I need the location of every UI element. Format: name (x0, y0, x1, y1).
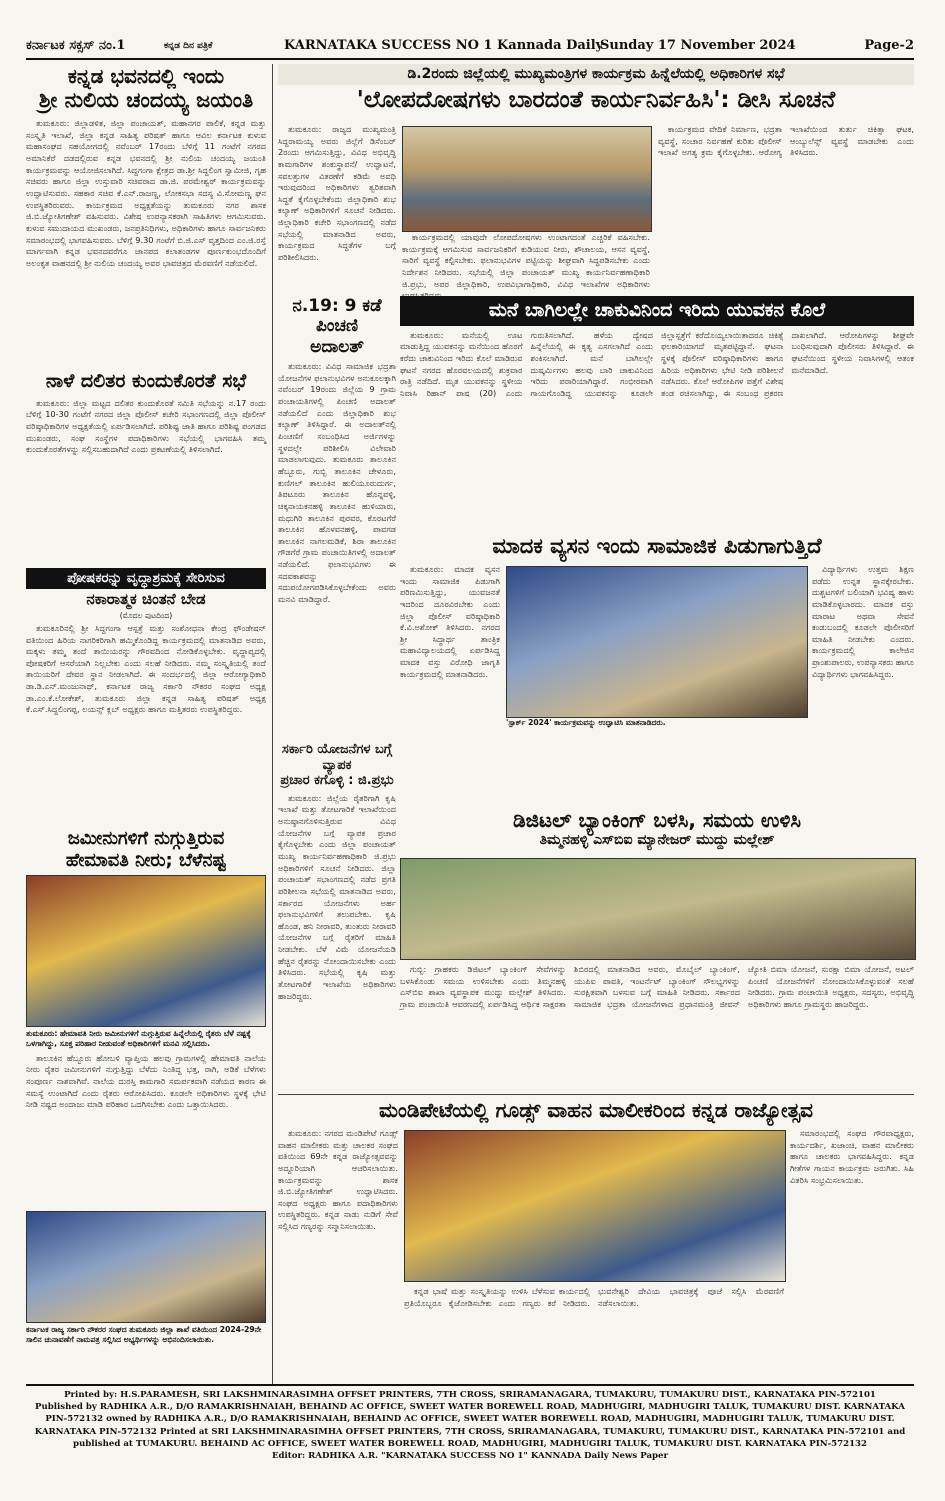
headline: ನ.19: 9 ಕಡೆ (292, 296, 382, 316)
headline: ಪೋಷಕರನ್ನು ವೃದ್ಧಾಶ್ರಮಕ್ಕೆ ಸೇರಿಸುವ (26, 568, 266, 589)
issue-date: Sunday 17 November 2024 (600, 38, 796, 53)
headline: ಅದಾಲತ್ (310, 336, 364, 357)
page-number: Page-2 (864, 38, 914, 53)
imprint-line: Printed by: H.S.PARAMESH, SRI LAKSHMINARASIMHA OFFSET PRINTERS, 7TH CROSS, SRIRAMANAGARA, TUMAKURU, TUMAKURU DIST., KARNATAKA PIN-572101 (64, 1390, 876, 1400)
article-yojane (278, 742, 396, 1092)
article-body: ತುಮಕೂರಿನಲ್ಲಿ ಶ್ರೀ ಸಿದ್ದಗಂಗಾ ಆಸ್ಪತ್ರೆ ಮತ್ತು ಸಂಶೋಧನಾ ಕೇಂದ್ರ ಫೌಂಡೇಷನ್ ವತಿಯಿಂದ ಹಿರಿಯ ನಾಗರಿಕರಿಗಾಗಿ ಹಮ್ಮಿಕೊಂಡಿದ್ದ ಕಾರ್ಯಕ್ರಮದಲ್ಲಿ ಮಾತನಾಡಿದ ಅವರು, ಮಕ್ಕಳು ತಮ್ಮ ತಂದೆ ತಾಯಿಯರನ್ನು ಗೌರವದಿಂದ ನೋಡಿಕೊಳ್ಳಬೇಕು. ವೃದ್ಧಾಪ್ಯದಲ್ಲಿ ಪೋಷಕರಿಗೆ ಆಸರೆಯಾಗಿ ನಿಲ್ಲಬೇಕು ಎಂದು ಸಲಹೆ ನೀಡಿದರು. ನಮ್ಮ ಸಂಸ್ಕೃತಿಯಲ್ಲಿ ತಂದೆ ತಾಯಿಯರಿಗೆ ದೇವರ ಸ್ಥಾನ ನೀಡಲಾಗಿದೆ. ಈ ಸಂದರ್ಭದಲ್ಲಿ ಜಿಲ್ಲಾ ಆರೋಗ್ಯಾಧಿಕಾರಿ ಡಾ.ಡಿ.ಎನ್.ಮಂಜುನಾಥ್, ಕರ್ನಾಟಕ ರಾಜ್ಯ ಸರ್ಕಾರಿ ನೌಕರರ ಸಂಘದ ಅಧ್ಯಕ್ಷ ಡಾ.ಎಂ.ಕೆ.ಲೋಕೇಶ್, ತುಮಕೂರು ಜಿಲ್ಲಾ ಕನ್ನಡ ಸಾಹಿತ್ಯ ಪರಿಷತ್ ಅಧ್ಯಕ್ಷ ಕೆ.ಎಸ್.ಸಿದ್ದಲಿಂಗಪ್ಪ, ಲಯನ್ಸ್ ಕ್ಲಬ್ ಅಧ್ಯಕ್ಷರು ಹಾಗೂ ಮತ್ತಿತರರು ಉಪಸ್ಥಿತರಿದ್ದರು. (26, 622, 266, 715)
headline: ಪ್ರಚಾರ ಕಗೊಳ್ಳಿ : ಜಿ.ಪ್ರಭು (280, 773, 394, 789)
photo-caption: ಕರ್ನಾಟಕ ರಾಜ್ಯ ಸರ್ಕಾರಿ ನೌಕರರ ಸಂಘದ ತುಮಕೂರು ಜಿಲ್ಲಾ ಶಾಖೆ ವತಿಯಿಂದ 2024-29ನೇ ಸಾಲಿನ ಚುನಾವಣೆಗೆ ನಾಮಪತ್ರ ಸಲ್ಲಿಸಿದ ಅಭ್ಯರ್ಥಿಗಳನ್ನು ಅಭಿನಂದಿಸಲಾಯಿತು. (26, 1324, 262, 1344)
headline: ಪಿಂಚಣಿ (315, 316, 359, 337)
article-body: ತುಮಕೂರು: ಜಿಲ್ಲೆಯ ರೈತರಿಗಾಗಿ ಕೃಷಿ ಇಲಾಖೆ ಮತ್ತು ತೋಟಗಾರಿಕೆ ಇಲಾಖೆಯಿಂದ ಅನುಷ್ಠಾನಗೊಳಿಸುತ್ತಿರುವ ವಿವಿಧ ಯೋಜನೆಗಳ ಬಗ್ಗೆ ವ್ಯಾಪಕ ಪ್ರಚಾರ ಕೈಗೊಳ್ಳಬೇಕು ಎಂದು ಜಿಲ್ಲಾ ಪಂಚಾಯತ್ ಮುಖ್ಯ ಕಾರ್ಯನಿರ್ವಹಣಾಧಿಕಾರಿ ಜಿ.ಪ್ರಭು ಅಧಿಕಾರಿಗಳಿಗೆ ಸೂಚನೆ ನೀಡಿದರು. ಜಿಲ್ಲಾ ಪಂಚಾಯತ್ ಸಭಾಂಗಣದಲ್ಲಿ ನಡೆದ ಪ್ರಗತಿ ಪರಿಶೀಲನಾ ಸಭೆಯಲ್ಲಿ ಮಾತನಾಡಿದ ಅವರು, ಸರ್ಕಾರದ ಯೋಜನೆಗಳು ಅರ್ಹ ಫಲಾನುಭವಿಗಳಿಗೆ ತಲುಪಬೇಕು. ಕೃಷಿ ಹೊಂಡ, ಹನಿ ನೀರಾವರಿ, ತುಂತುರು ನೀರಾವರಿ ಯೋಜನೆಗಳ ಬಗ್ಗೆ ರೈತರಿಗೆ ಮಾಹಿತಿ ನೀಡಬೇಕು. ಬೆಳೆ ವಿಮೆ ಯೋಜನೆಯಡಿ ಹೆಚ್ಚಿನ ರೈತರನ್ನು ನೋಂದಾಯಿಸಬೇಕು ಎಂದು ತಿಳಿಸಿದರು. ಸಭೆಯಲ್ಲಿ ಕೃಷಿ ಮತ್ತು ತೋಟಗಾರಿಕೆ ಇಲಾಖೆಯ ಅಧಿಕಾರಿಗಳು ಹಾಜರಿದ್ದರು. (278, 792, 396, 1001)
imprint-line: Published by RADHIKA A.R., D/O RAMAKRISHNAIAH, BEHAIND AC OFFICE, SWEET WATER BOREWELL ROAD, MADHUGIRI, MADHUGIRI TALUK, TUMAKURU DIST. KARNATAKA (35, 1402, 905, 1413)
news-photo (26, 1211, 266, 1323)
article-drugs (400, 534, 914, 808)
headline: ಮನೆ ಬಾಗಿಲಲ್ಲೇ ಚಾಕುವಿನಿಂದ ಇರಿದು ಯುವಕನ ಕೊಲೆ (400, 296, 914, 326)
imprint-line: published at TUMAKURU. BEHAIND AC OFFICE, SWEET WATER BOREWELL ROAD, MADHUGIRI, MADHUGIRI TALUK, TUMAKURU DIST. KARNATAKA PIN-572132 (72, 1438, 868, 1449)
article-body: ತುಮಕೂರು: ವಿವಿಧ ಸಾಮಾಜಿಕ ಭದ್ರತಾ ಯೋಜನೆಗಳ ಫಲಾನುಭವಿಗಳ ಅನುಕೂಲಕ್ಕಾಗಿ ನವೆಂಬರ್ 19ರಂದು ಜಿಲ್ಲೆಯ 9 ಗ್ರಾಮ ಪಂಚಾಯತಿಗಳಲ್ಲಿ ಪಿಂಚಣಿ ಅದಾಲತ್ ನಡೆಯಲಿದೆ ಎಂದು ಜಿಲ್ಲಾಧಿಕಾರಿ ಶುಭ ಕಲ್ಯಾಣ್ ತಿಳಿಸಿದ್ದಾರೆ. ಈ ಅದಾಲತ್‌ನಲ್ಲಿ ಪಿಂಚಣಿಗೆ ಸಂಬಂಧಿಸಿದ ಅರ್ಜಿಗಳನ್ನು ಸ್ಥಳದಲ್ಲೇ ಪರಿಶೀಲಿಸಿ ವಿಲೇವಾರಿ ಮಾಡಲಾಗುವುದು. ತುಮಕೂರು ತಾಲೂಕಿನ ಹೆಬ್ಬೂರು, ಗುಬ್ಬಿ ತಾಲೂಕಿನ ಚೇಳೂರು, ಕುಣಿಗಲ್ ತಾಲೂಕಿನ ಹುಲಿಯೂರುದುರ್ಗ, ತಿಪಟೂರು ತಾಲೂಕಿನ ಹೊನ್ನವಳ್ಳಿ, ಚಿಕ್ಕನಾಯಕನಹಳ್ಳಿ ತಾಲೂಕಿನ ಹುಳಿಯಾರು, ಮಧುಗಿರಿ ತಾಲೂಕಿನ ಪುರವರ, ಕೊರಟಗೆರೆ ತಾಲೂಕಿನ ಹೊಳವನಹಳ್ಳಿ, ಪಾವಗಡ ತಾಲೂಕಿನ ನಾಗಲಮಡಿಕೆ, ಶಿರಾ ತಾಲೂಕಿನ ಗೌಡಗೆರೆ ಗ್ರಾಮ ಪಂಚಾಯಿತಿಗಳಲ್ಲಿ ಅದಾಲತ್ ನಡೆಯಲಿದೆ. ಫಲಾನುಭವಿಗಳು ಈ ಸದವಕಾಶವನ್ನು ಸದುಪಯೋಗಪಡಿಸಿಕೊಳ್ಳಬೇಕೆಂದು ಅವರು ಮನವಿ ಮಾಡಿದ್ದಾರೆ. (278, 361, 396, 604)
news-photo (26, 875, 266, 1027)
article-body: ಕನ್ನಡ ಭಾಷೆ ಮತ್ತು ಸಂಸ್ಕೃತಿಯನ್ನು ಉಳಿಸಿ ಬೆಳೆಸುವ ಕಾರ್ಯದಲ್ಲಿ ಪ್ರತಿಯೊಬ್ಬರೂ ಕೈಜೋಡಿಸಬೇಕು ಎಂದು ಗಣ್ಯರು ಕರೆ ನೀಡಿದರು. ಭುವನೇಶ್ವರಿ ದೇವಿಯ ಭಾವಚಿತ್ರಕ್ಕೆ ಪೂಜೆ ಸಲ್ಲಿಸಿ ಮೆರವಣಿಗೆ ನಡೆಸಲಾಯಿತು. (404, 1286, 784, 1308)
headline: 'ಲೋಪದೋಷಗಳು ಬಾರದಂತೆ ಕಾರ್ಯನಿರ್ವಹಿಸಿ': ಡೀಸಿ ಸೂಚನೆ (356, 86, 836, 113)
headline: ಶ್ರೀ ನುಲಿಯ ಚಂದಯ್ಯ ಜಯಂತಿ (38, 88, 254, 112)
article-hemavati (26, 828, 266, 1384)
article-body: ತುಮಕೂರು: ಜಿಲ್ಲಾ ಮಟ್ಟದ ದಲಿತರ ಕುಂದುಕೊರತೆ ಸಮಿತಿ ಸಭೆಯನ್ನು ನ.17 ರಂದು ಬೆಳಿಗ್ಗೆ 10-30 ಗಂಟೆಗೆ ನಗರದ ಜಿಲ್ಲಾ ಪೊಲೀಸ್ ಕಚೇರಿ ಸಭಾಂಗಣದಲ್ಲಿ ಜಿಲ್ಲಾ ಪೊಲೀಸ್ ವರಿಷ್ಠಾಧಿಕಾರಿಗಳ ಅಧ್ಯಕ್ಷತೆಯಲ್ಲಿ ಏರ್ಪಡಿಸಲಾಗಿದೆ. ಪರಿಶಿಷ್ಟ ಜಾತಿ ಹಾಗೂ ಪರಿಶಿಷ್ಟ ಪಂಗಡದ ಮುಖಂಡರು, ಸಂಘ ಸಂಸ್ಥೆಗಳ ಪದಾಧಿಕಾರಿಗಳು ಸಭೆಯಲ್ಲಿ ಭಾಗವಹಿಸಿ ತಮ್ಮ ಕುಂದುಕೊರತೆಗಳನ್ನು ಸಲ್ಲಿಸಬಹುದಾಗಿದೆ ಎಂದು ಪ್ರಕಟಣೆಯಲ್ಲಿ ತಿಳಿಸಲಾಗಿದೆ. (26, 397, 266, 455)
photo-caption: 'ಸ್ಪಾರ್ಕ್ 2024' ಕಾರ್ಯಕ್ರಮವನ್ನು ಉದ್ಘಾಟಿಸಿ ಮಾತನಾಡಿದರು. (506, 718, 666, 727)
article-body: ತುಮಕೂರು: ಮಾದಕ ವ್ಯಸನ ಇಂದು ಸಾಮಾಜಿಕ ಪಿಡುಗಾಗಿ ಪರಿಣಮಿಸುತ್ತಿದ್ದು, ಯುವಜನತೆ ಇದರಿಂದ ದೂರವಿರಬೇಕು ಎಂದು ಜಿಲ್ಲಾ ಪೊಲೀಸ್ ವರಿಷ್ಠಾಧಿಕಾರಿ ಕೆ.ವಿ.ಅಶೋಕ್ ತಿಳಿಸಿದರು. ನಗರದ ಶ್ರೀ ಸಿದ್ಧಾರ್ಥ ತಾಂತ್ರಿಕ ಮಹಾವಿದ್ಯಾಲಯದಲ್ಲಿ ಏರ್ಪಡಿಸಿದ್ದ ಮಾದಕ ವಸ್ತು ವಿರೋಧಿ ಜಾಗೃತಿ ಕಾರ್ಯಕ್ರಮದಲ್ಲಿ ಮಾತನಾಡಿದರು. (400, 564, 500, 679)
headline: ನಕಾರಾತ್ಮಕ ಚಿಂತನೆ ಬೇಡ (86, 589, 206, 608)
paper-name-kn: ಕರ್ನಾಟಕ ಸಕ್ಸಸ್ ನಂ.1 (26, 38, 126, 53)
article-body: ಸಮಾರಂಭದಲ್ಲಿ ಸಂಘದ ಗೌರವಾಧ್ಯಕ್ಷರು, ಕಾರ್ಯದರ್ಶಿ, ಖಜಾಂಚಿ, ವಾಹನ ಮಾಲೀಕರು ಹಾಗೂ ಚಾಲಕರು ಭಾಗವಹಿಸಿದ್ದರು. ಕನ್ನಡ ಗೀತೆಗಳ ಗಾಯನ ಕಾರ್ಯಕ್ರಮ ಜರುಗಿತು. ಸಿಹಿ ವಿತರಿಸಿ ಸಂಭ್ರಮಿಸಲಾಯಿತು. (790, 1128, 914, 1185)
headline: ಕನ್ನಡ ಭವನದಲ್ಲಿ ಇಂದು (67, 64, 225, 88)
article-dc-meeting (278, 64, 914, 294)
imprint-line: KARNATAKA PIN-572132 Printed at SRI LAKSHMINARASIMHA OFFSET PRINTERS, 7TH CROSS, SRIRAMANAGARA, TUMAKURU, TUMAKURU DIST., KARNATAKA PIN-572101 and (34, 1426, 906, 1437)
imprint-line: PIN-572132 owned by RADHIKA A.R., D/O RAMAKRISHNAIAH, BEHAIND AC OFFICE, SWEET WATER BOREWELL ROAD, MADHUGIRI, MADHUGIRI TALUK, TUMAKURU DIST. (45, 1414, 895, 1425)
article-banking (400, 808, 914, 1092)
article-dalita (26, 368, 266, 568)
news-photo (400, 858, 916, 960)
kicker: ಡಿ.2ರಂದು ಜಿಲ್ಲೆಯಲ್ಲಿ ಮುಖ್ಯಮಂತ್ರಿಗಳ ಕಾರ್ಯಕ್ರಮ ಹಿನ್ನೆಲೆಯಲ್ಲಿ ಅಧಿಕಾರಿಗಳ ಸಭೆ (278, 64, 914, 85)
headline: ಮಾದಕ ವ್ಯಸನ ಇಂದು ಸಾಮಾಜಿಕ ಪಿಡುಗಾಗುತ್ತಿದೆ (492, 534, 822, 558)
divider (278, 1094, 914, 1095)
article-body: ತಾಲೂಕಿನ ಹೆಬ್ಬೂರು ಹೋಬಳಿ ವ್ಯಾಪ್ತಿಯ ಹಲವು ಗ್ರಾಮಗಳಲ್ಲಿ ಹೇಮಾವತಿ ನಾಲೆಯ ನೀರು ರೈತರ ಜಮೀನುಗಳಿಗೆ ನುಗ್ಗುತ್ತಿದ್ದು ಬೆಳೆದು ನಿಂತಿದ್ದ ಭತ್ತ, ರಾಗಿ, ಅಡಿಕೆ ಬೆಳೆಗಳು ಸಂಪೂರ್ಣ ನಾಶವಾಗಿವೆ. ನಾಲೆಯ ದುರಸ್ತಿ ಕಾಮಗಾರಿ ಸಮರ್ಪಕವಾಗಿ ನಡೆಯದ ಕಾರಣ ಈ ಸಮಸ್ಯೆ ಉಂಟಾಗಿದೆ ಎಂದು ರೈತರು ಆರೋಪಿಸಿದರು. ಕೂಡಲೇ ಅಧಿಕಾರಿಗಳು ಸ್ಥಳಕ್ಕೆ ಭೇಟಿ ನೀಡಿ ನಷ್ಟದ ಅಂದಾಜು ಮಾಡಿ ಪರಿಹಾರ ಒದಗಿಸಬೇಕು ಎಂದು ಒತ್ತಾಯಿಸಿದರು. (26, 1052, 266, 1110)
dateline: (ಮೊದಲ ಪುಟದಿಂದ) (119, 610, 173, 620)
column-divider (272, 64, 273, 1384)
imprint-footer (26, 1384, 914, 1492)
headline: ಮಂಡಿಪೇಟೆಯಲ್ಲಿ ಗೂಡ್ಸ್ ವಾಹನ ಮಾಲೀಕರಿಂದ ಕನ್ನಡ ರಾಜ್ಯೋತ್ಸವ (378, 1098, 814, 1122)
article-body: ವಿದ್ಯಾರ್ಥಿಗಳು ಉತ್ತಮ ಶಿಕ್ಷಣ ಪಡೆದು ಉನ್ನತ ಸ್ಥಾನಕ್ಕೇರಬೇಕು. ದುಶ್ಚಟಗಳಿಗೆ ಬಲಿಯಾಗಿ ಭವಿಷ್ಯ ಹಾಳು ಮಾಡಿಕೊಳ್ಳಬಾರದು. ಮಾದಕ ವಸ್ತು ಮಾರಾಟ ಅಥವಾ ಸೇವನೆ ಕಂಡುಬಂದಲ್ಲಿ ಕೂಡಲೇ ಪೊಲೀಸರಿಗೆ ಮಾಹಿತಿ ನೀಡಬೇಕು ಎಂದರು. ಕಾರ್ಯಕ್ರಮದಲ್ಲಿ ಕಾಲೇಜಿನ ಪ್ರಾಂಶುಪಾಲರು, ಉಪನ್ಯಾಸಕರು ಹಾಗೂ ವಿದ್ಯಾರ್ಥಿಗಳು ಭಾಗವಹಿಸಿದ್ದರು. (812, 564, 914, 679)
subheadline: ತಿಮ್ಮನಹಳ್ಳಿ ಎಸ್‌ಬಿಐ ಮ್ಯಾನೇಜರ್ ಮುದ್ದು ಮಲ್ಲೇಶ್ (539, 832, 775, 848)
news-photo (404, 1130, 786, 1282)
headline: ಜಮೀನುಗಳಿಗೆ ನುಗ್ಗುತ್ತಿರುವ (67, 828, 225, 849)
photo-caption: ತುಮಕೂರು: ಹೇಮಾವತಿ ನೀರು ಜಮೀನುಗಳಿಗೆ ನುಗ್ಗುತ್ತಿರುವ ಹಿನ್ನೆಲೆಯಲ್ಲಿ ರೈತರು ಬೆಳೆ ನಷ್ಟಕ್ಕೆ ಒಳಗಾಗಿದ್ದು, ಸೂಕ್ತ ಪರಿಹಾರ ನೀಡುವಂತೆ ಅಧಿಕಾರಿಗಳಿಗೆ ಮನವಿ ಸಲ್ಲಿಸಿದರು. (26, 1029, 251, 1049)
paper-tag-kn: ಕನ್ನಡ ದಿನ ಪತ್ರಿಕೆ (164, 41, 213, 51)
headline: ನಾಳೆ ದಲಿತರ ಕುಂದುಕೊರತೆ ಸಭೆ (45, 370, 247, 392)
article-body: ತುಮಕೂರು: ಜಿಲ್ಲಾಡಳಿತ, ಜಿಲ್ಲಾ ಪಂಚಾಯತ್, ಮಹಾನಗರ ಪಾಲಿಕೆ, ಕನ್ನಡ ಮತ್ತು ಸಂಸ್ಕೃತಿ ಇಲಾಖೆ, ಜಿಲ್ಲಾ ಕನ್ನಡ ಸಾಹಿತ್ಯ ಪರಿಷತ್ ಹಾಗೂ ಆವಿಲ ಕರ್ನಾಟಕ ಕುಳುವ ಮಹಾಸಂಘದ ಸಹಯೋಗದಲ್ಲಿ ನವೆಂಬರ್ 17ರಂದು ಬೆಳಿಗ್ಗೆ 11 ಗಂಟೆಗೆ ನಗರದ ಅಮಾನಿಕೆರೆ ದಡದಲ್ಲಿರುವ ಕನ್ನಡ ಭವನದಲ್ಲಿ ಶ್ರೀ ನುಲಿಯ ಚಂದಯ್ಯ ಜಯಂತಿ ಕಾರ್ಯಕ್ರಮವನ್ನು ಆಯೋಜಿಸಲಾಗಿದೆ. ಸಿದ್ದಗಂಗಾ ಕ್ಷೇತ್ರದ ಡಾ.ಶ್ರೀ ಸಿದ್ದಲಿಂಗ ಸ್ವಾಮೀಜಿ, ಗೃಹ ಸಚಿವರು ಹಾಗೂ ಜಿಲ್ಲಾ ಉಸ್ತುವಾರಿ ಸಚಿವರಾದ ಡಾ.ಜಿ. ಪರಮೇಶ್ವರ್ ಕಾರ್ಯಕ್ರಮವನ್ನು ಉದ್ಘಾಟಿಸುವರು. ಸಹಕಾರ ಸಚಿವ ಕೆ.ಎನ್.ರಾಜಣ್ಣ, ಲೋಕಸಭಾ ಸದಸ್ಯ ವಿ.ಸೋಮಣ್ಣ ಘನ ಉಪಸ್ಥಿತರಿರುವರು. ಕಾರ್ಯಕ್ರಮದ ಅಧ್ಯಕ್ಷತೆಯನ್ನು ತುಮಕೂರು ನಗರ ಶಾಸಕ ಜಿ.ಬಿ.ಜ್ಯೋತಿಗಣೇಶ್ ವಹಿಸುವರು. ವಿಶೇಷ ಉಪನ್ಯಾಸಕರಾಗಿ ಸಾಹಿತಿಗಳು ಆಗಮಿಸುವರು. ಕುಳುವ ಸಮುದಾಯದ ಮುಖಂಡರು, ಜನಪ್ರತಿನಿಧಿಗಳು, ಅಧಿಕಾರಿಗಳು ಹಾಗೂ ಸಾರ್ವಜನಿಕರು ಸಮಾರಂಭದಲ್ಲಿ ಭಾಗವಹಿಸುವರು. ಬೆಳಿಗ್ಗೆ 9.30 ಗಂಟೆಗೆ ಬಿ.ಜಿ.ಎಸ್ ವೃತ್ತದಿಂದ ಎಂ.ಜಿ.ರಸ್ತೆ ಮಾರ್ಗವಾಗಿ ಕನ್ನಡ ಭವನದವರೆಗೂ ಜಾನಪದ ಕಲಾತಂಡಗಳ ಪೂರ್ಣಕುಂಭದೊಂದಿಗೆ ಅಲಂಕೃತ ವಾಹನದಲ್ಲಿ ಶ್ರೀ ನುಲಿಯ ಚಂದಯ್ಯ ಅವರ ಭಾವಚಿತ್ರದ ಮೆರವಣಿಗೆ ನಡೆಯಲಿದೆ. (26, 118, 266, 268)
article-body: ಕಾರ್ಯಕ್ರಮದಲ್ಲಿ ಯಾವುದೇ ಲೋಪದೋಷಗಳು ಉಂಟಾಗದಂತೆ ಎಚ್ಚರಿಕೆ ವಹಿಸಬೇಕು. ಕಾರ್ಯಕ್ರಮಕ್ಕೆ ಆಗಮಿಸುವ ಸಾರ್ವಜನಿಕರಿಗೆ ಕುಡಿಯುವ ನೀರು, ಶೌಚಾಲಯ, ಆಸನ ವ್ಯವಸ್ಥೆ, ಸಾರಿಗೆ ವ್ಯವಸ್ಥೆ ಕಲ್ಪಿಸಬೇಕು. ಫಲಾನುಭವಿಗಳ ಪಟ್ಟಿಯನ್ನು ಶೀಘ್ರವಾಗಿ ಸಿದ್ಧಪಡಿಸಬೇಕು ಎಂದು ನಿರ್ದೇಶನ ನೀಡಿದರು. ಸಭೆಯಲ್ಲಿ ಜಿಲ್ಲಾ ಪಂಚಾಯತ್ ಮುಖ್ಯ ಕಾರ್ಯನಿರ್ವಹಣಾಧಿಕಾರಿ ಜಿ.ಪ್ರಭು, ಅಪರ ಜಿಲ್ಲಾಧಿಕಾರಿ, ಉಪವಿಭಾಗಾಧಿಕಾರಿ, ವಿವಿಧ ಇಲಾಖೆಗಳ ಅಧಿಕಾರಿಗಳು (402, 232, 650, 289)
article-body: ತುಮಕೂರು: ನಗರದ ಮಂಡಿಪೇಟೆ ಗೂಡ್ಸ್ ವಾಹನ ಮಾಲೀಕರು ಮತ್ತು ಚಾಲಕರ ಸಂಘದ ವತಿಯಿಂದ 69ನೇ ಕನ್ನಡ ರಾಜ್ಯೋತ್ಸವವನ್ನು ಅದ್ದೂರಿಯಾಗಿ ಆಚರಿಸಲಾಯಿತು. ಕಾರ್ಯಕ್ರಮವನ್ನು ಶಾಸಕ ಜಿ.ಬಿ.ಜ್ಯೋತಿಗಣೇಶ್ ಉದ್ಘಾಟಿಸಿದರು. ಸಂಘದ ಅಧ್ಯಕ್ಷರು ಹಾಗೂ ಪದಾಧಿಕಾರಿಗಳು ಉಪಸ್ಥಿತರಿದ್ದರು. ಕನ್ನಡ ನಾಡು ನುಡಿಗೆ ಸೇವೆ ಸಲ್ಲಿಸಿದ ಗಣ್ಯರನ್ನು ಸನ್ಮಾನಿಸಲಾಯಿತು. (278, 1128, 398, 1232)
news-photo (506, 566, 808, 718)
news-photo (402, 126, 652, 232)
masthead (26, 34, 914, 60)
article-body: ಗುಬ್ಬಿ: ಗ್ರಾಹಕರು ಡಿಜಿಟಲ್ ಬ್ಯಾಂಕಿಂಗ್ ಸೇವೆಗಳನ್ನು ಬಳಸಿಕೊಂಡು ಸಮಯ ಉಳಿಸಬೇಕು ಎಂದು ತಿಮ್ಮನಹಳ್ಳಿ ಎಸ್‌ಬಿಐ ಶಾಖಾ ವ್ಯವಸ್ಥಾಪಕ ಮುದ್ದು ಮಲ್ಲೇಶ್ ತಿಳಿಸಿದರು. ಗ್ರಾಮ ಪಂಚಾಯಿತಿ ಆವರಣದಲ್ಲಿ ಏರ್ಪಡಿಸಿದ್ದ ಆರ್ಥಿಕ ಸಾಕ್ಷರತಾ ಶಿಬಿರದಲ್ಲಿ ಮಾತನಾಡಿದ ಅವರು, ಮೊಬೈಲ್ ಬ್ಯಾಂಕಿಂಗ್, ಯುಪಿಐ ಪಾವತಿ, ಇಂಟರ್ನೆಟ್ ಬ್ಯಾಂಕಿಂಗ್ ಸೌಲಭ್ಯಗಳನ್ನು ಸುರಕ್ಷಿತವಾಗಿ ಬಳಸುವ ಬಗ್ಗೆ ಮಾಹಿತಿ ನೀಡಿದರು. ಸರ್ಕಾರದ ಸಾಮಾಜಿಕ ಭದ್ರತಾ ಯೋಜನೆಗಳಾದ ಪ್ರಧಾನಮಂತ್ರಿ ಜೀವನ್ ಜ್ಯೋತಿ ಬಿಮಾ ಯೋಜನೆ, ಸುರಕ್ಷಾ ಬಿಮಾ ಯೋಜನೆ, ಅಟಲ್ ಪಿಂಚಣಿ ಯೋಜನೆಗಳಿಗೆ ನೋಂದಾಯಿಸಿಕೊಳ್ಳುವಂತೆ ಸಲಹೆ ನೀಡಿದರು. ಗ್ರಾಮ ಪಂಚಾಯಿತಿ ಅಧ್ಯಕ್ಷರು, ಸದಸ್ಯರು, ಅಭಿವೃದ್ಧಿ ಅಧಿಕಾರಿಗಳು ಹಾಗೂ ಗ್ರಾಮಸ್ಥರು ಹಾಜರಿದ್ದರು. (400, 964, 914, 1009)
article-body: ತುಮಕೂರು: ರಾಜ್ಯದ ಮುಖ್ಯಮಂತ್ರಿ ಸಿದ್ದರಾಮಯ್ಯ ಅವರು ಜಿಲ್ಲೆಗೆ ಡಿಸೆಂಬರ್ 2ರಂದು ಆಗಮಿಸುತ್ತಿದ್ದು, ವಿವಿಧ ಅಭಿವೃದ್ಧಿ ಕಾಮಗಾರಿಗಳ ಶಂಕುಸ್ಥಾಪನೆ/ ಉದ್ಘಾಟನೆ, ಸವಲತ್ತುಗಳ ವಿತರಣೆಗೆ ಕಡಿಮೆ ಅವಧಿ ಇರುವುದರಿಂದ ಅಧಿಕಾರಿಗಳು ತ್ವರಿತವಾಗಿ ಸಿದ್ಧತೆ ಕೈಗೊಳ್ಳಬೇಕೆಂದು ಜಿಲ್ಲಾಧಿಕಾರಿ ಶುಭ ಕಲ್ಯಾಣ್ ಅಧಿಕಾರಿಗಳಿಗೆ ಸೂಚನೆ ನೀಡಿದರು. ಜಿಲ್ಲಾಧಿಕಾರಿ ಕಚೇರಿ ಸಭಾಂಗಣದಲ್ಲಿ ನಡೆದ ಸಭೆಯಲ್ಲಿ ಮಾತನಾಡಿದ ಅವರು, ಕಾರ್ಯಕ್ರಮದ ಸಿದ್ಧತೆಗಳ ಬಗ್ಗೆ ಪರಿಶೀಲಿಸಿದರು. (278, 124, 396, 263)
article-rajyotsava (278, 1094, 914, 1382)
article-knife (400, 296, 914, 532)
article-body: ಕಾರ್ಯಕ್ರಮದ ವೇದಿಕೆ ನಿರ್ಮಾಣ, ಭದ್ರತಾ ವ್ಯವಸ್ಥೆ, ಸಂಚಾರ ನಿರ್ವಹಣೆ ಕುರಿತು ಪೊಲೀಸ್ ಇಲಾಖೆ ಅಗತ್ಯ ಕ್ರಮ ಕೈಗೊಳ್ಳಬೇಕು. ಆರೋಗ್ಯ ಇಲಾಖೆಯಿಂದ ತುರ್ತು ಚಿಕಿತ್ಸಾ ಘಟಕ, ಆಂಬ್ಯುಲೆನ್ಸ್ ವ್ಯವಸ್ಥೆ ಮಾಡಬೇಕು ಎಂದು ತಿಳಿಸಿದರು. (658, 124, 914, 158)
article-body: ತುಮಕೂರು: ಮನೆಯಲ್ಲಿ ಊಟ ಮಾಡುತ್ತಿದ್ದ ಯುವಕನನ್ನು ಮನೆಯಿಂದ ಹೊರಗೆ ಕರೆದು ಚಾಕುವಿನಿಂದ ಇರಿದು ಕೊಲೆ ಮಾಡಿರುವ ಘಟನೆ ನಗರದ ಹೊರವಲಯದಲ್ಲಿ ಶುಕ್ರವಾರ ರಾತ್ರಿ ನಡೆದಿದೆ. ಮೃತ ಯುವಕನನ್ನು ಸ್ಥಳೀಯ ನಿವಾಸಿ ರಿಹಾನ್ ಪಾಷ (20) ಎಂದು ಗುರುತಿಸಲಾಗಿದೆ. ಹಳೆಯ ದ್ವೇಷದ ಹಿನ್ನೆಲೆಯಲ್ಲಿ ಈ ಕೃತ್ಯ ಎಸಗಲಾಗಿದೆ ಎಂದು ಶಂಕಿಸಲಾಗಿದೆ. ಮನೆ ಬಾಗಿಲಲ್ಲೇ ದುಷ್ಕರ್ಮಿಗಳು ಹಲವು ಬಾರಿ ಚಾಕುವಿನಿಂದ ಇರಿದು ಪರಾರಿಯಾಗಿದ್ದಾರೆ. ಗಂಭೀರವಾಗಿ ಗಾಯಗೊಂಡಿದ್ದ ಯುವಕನನ್ನು ಕೂಡಲೇ ಜಿಲ್ಲಾಸ್ಪತ್ರೆಗೆ ಕರೆದೊಯ್ಯಲಾಯಿತಾದರೂ ಚಿಕಿತ್ಸೆ ಫಲಕಾರಿಯಾಗದೆ ಮೃತಪಟ್ಟಿದ್ದಾನೆ. ಘಟನಾ ಸ್ಥಳಕ್ಕೆ ಪೊಲೀಸ್ ವರಿಷ್ಠಾಧಿಕಾರಿಗಳು ಹಾಗೂ ಹಿರಿಯ ಅಧಿಕಾರಿಗಳು ಭೇಟಿ ನೀಡಿ ಪರಿಶೀಲನೆ ನಡೆಸಿದರು. ಕೊಲೆ ಆರೋಪಿಗಳ ಪತ್ತೆಗೆ ವಿಶೇಷ ತಂಡ ರಚಿಸಲಾಗಿದ್ದು, ಈ ಸಂಬಂಧ ಪ್ರಕರಣ ದಾಖಲಾಗಿದೆ. ಆರೋಪಿಗಳನ್ನು ಶೀಘ್ರವೇ ಬಂಧಿಸುವುದಾಗಿ ಪೊಲೀಸರು ತಿಳಿಸಿದ್ದಾರೆ. ಈ ಘಟನೆಯಿಂದ ಸ್ಥಳೀಯ ನಿವಾಸಿಗಳಲ್ಲಿ ಆತಂಕ ಮನೆಮಾಡಿದೆ. (400, 329, 914, 398)
headline: ಹೇಮಾವತಿ ನೀರು; ಬೆಳೆನಷ್ಟ (65, 849, 227, 871)
headline: ಡಿಜಿಟಲ್ ಬ್ಯಾಂಕಿಂಗ್ ಬಳಸಿ, ಸಮಯ ಉಳಿಸಿ (513, 808, 801, 832)
editor-line: Editor: RADHIKA A.R. "KARNATAKA SUCCESS NO 1" KANNADA Daily News Paper (271, 1451, 669, 1462)
article-pension (278, 296, 396, 740)
paper-name-en: KARNATAKA SUCCESS NO 1 Kannada Daily (284, 38, 604, 53)
headline: ಸರ್ಕಾರಿ ಯೋಜನೆಗಳ ಬಗ್ಗೆ ವ್ಯಾಪಕ (281, 742, 393, 773)
article-vriddha (26, 568, 266, 828)
